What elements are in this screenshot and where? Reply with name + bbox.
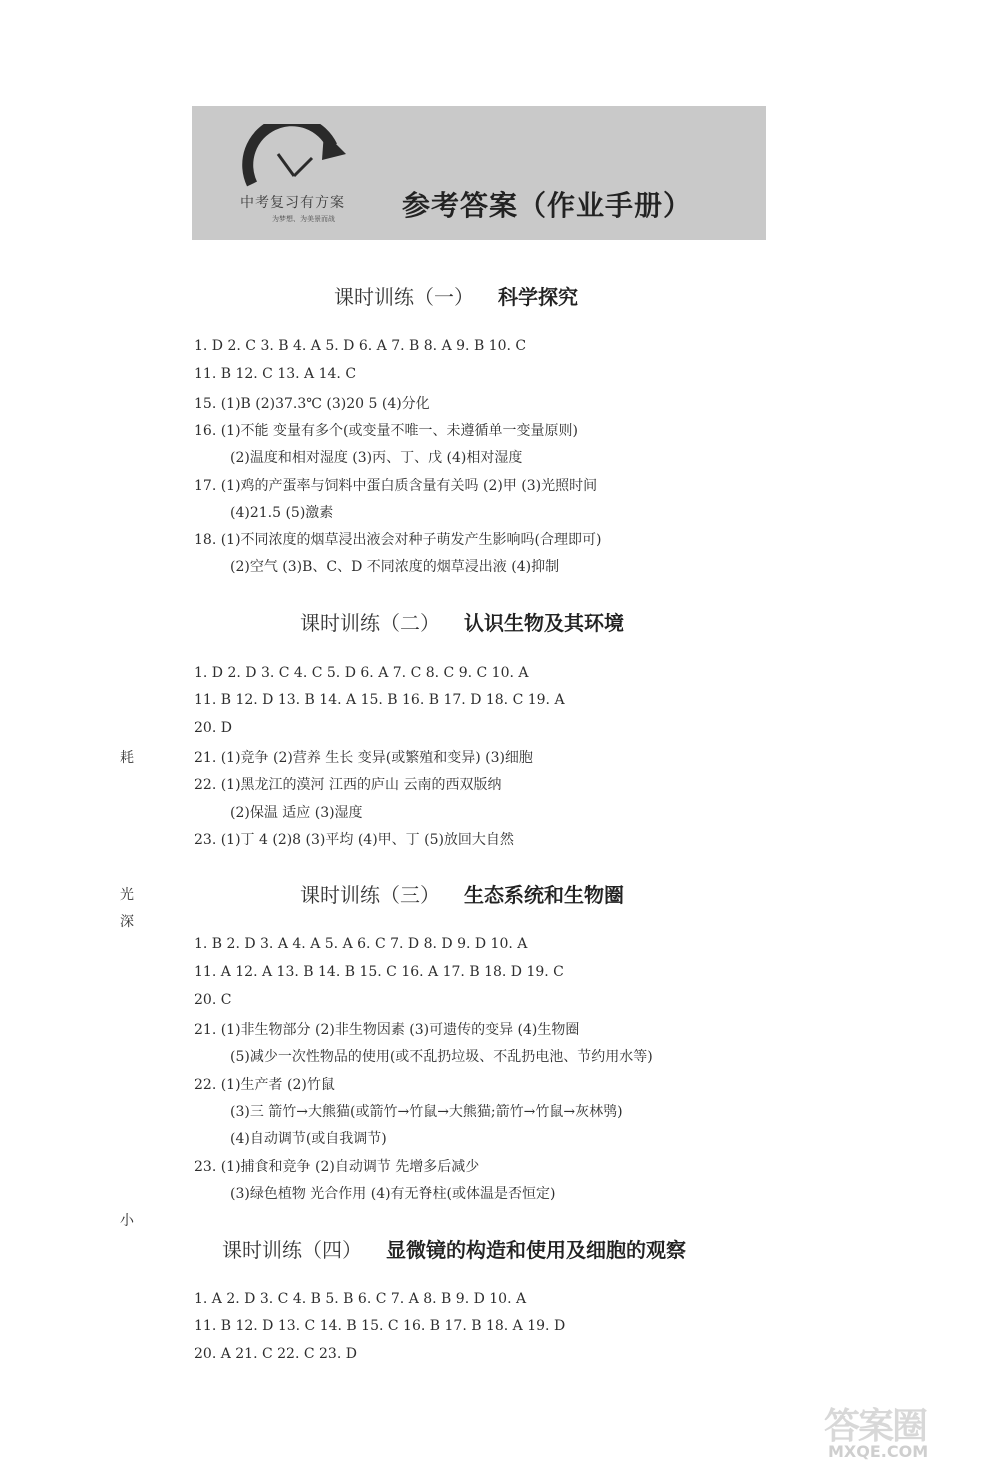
- section-topic: 科学探究: [498, 285, 578, 309]
- answer-line: 11. B 12. D 13. C 14. B 15. C 16. B 17. B 18. A 19. D: [194, 1318, 566, 1334]
- brand-name: 中考复习有方案: [240, 195, 345, 211]
- section-label: 课时训练（二）: [300, 611, 440, 635]
- answer-line: 22. (1)生产者 (2)竹鼠: [194, 1077, 335, 1093]
- answer-line: (3)三 箭竹→大熊猫(或箭竹→竹鼠→大熊猫;箭竹→竹鼠→灰林鸮): [230, 1104, 623, 1120]
- answer-line: 23. (1)丁 4 (2)8 (3)平均 (4)甲、丁 (5)放回大自然: [194, 832, 514, 848]
- answer-line: 11. B 12. C 13. A 14. C: [194, 366, 357, 382]
- section-label: 课时训练（四）: [222, 1238, 362, 1262]
- answer-line: (2)保温 适应 (3)湿度: [230, 805, 363, 821]
- margin-char: 耗: [120, 750, 134, 766]
- margin-char: 深: [120, 914, 134, 930]
- answer-line: 1. A 2. D 3. C 4. B 5. B 6. C 7. A 8. B 9. D 10. A: [194, 1291, 527, 1307]
- margin-char: 光: [120, 887, 134, 903]
- answer-line: 1. D 2. D 3. C 4. C 5. D 6. A 7. C 8. C 9. C 10. A: [194, 665, 529, 681]
- answer-line: 21. (1)竞争 (2)营养 生长 变异(或繁殖和变异) (3)细胞: [194, 750, 533, 766]
- answer-line: 20. D: [194, 720, 232, 736]
- answer-line: 15. (1)B (2)37.3℃ (3)20 5 (4)分化: [194, 396, 430, 412]
- answer-line: 1. D 2. C 3. B 4. A 5. D 6. A 7. B 8. A 9. B 10. C: [194, 338, 527, 354]
- answer-line: 17. (1)鸡的产蛋率与饲料中蛋白质含量有关吗 (2)甲 (3)光照时间: [194, 478, 598, 494]
- answer-line: 20. C: [194, 992, 232, 1008]
- section-label: 课时训练（三）: [300, 883, 440, 907]
- header-banner: [192, 106, 766, 240]
- section-topic: 显微镜的构造和使用及细胞的观察: [386, 1238, 686, 1262]
- watermark-url: MXQE.COM: [828, 1442, 929, 1461]
- watermark-logo: 答案圈: [824, 1406, 927, 1447]
- answer-line: (5)减少一次性物品的使用(或不乱扔垃圾、不乱扔电池、节约用水等): [230, 1049, 653, 1065]
- answer-line: (2)空气 (3)B、C、D 不同浓度的烟草浸出液 (4)抑制: [230, 559, 560, 575]
- section-title-1: [334, 281, 578, 310]
- section-title-3: [300, 879, 624, 908]
- clock-arrow-icon: [242, 124, 352, 192]
- answer-line: 20. A 21. C 22. C 23. D: [194, 1346, 357, 1362]
- answer-line: 16. (1)不能 变量有多个(或变量不唯一、未遵循单一变量原则): [194, 423, 578, 439]
- section-title-4: [222, 1234, 686, 1263]
- page-title: 参考答案（作业手册）: [402, 189, 693, 222]
- answer-line: (2)温度和相对湿度 (3)丙、丁、戊 (4)相对湿度: [230, 450, 523, 466]
- section-label: 课时训练（一）: [334, 285, 474, 309]
- margin-char: 小: [120, 1213, 134, 1229]
- answer-line: (4)自动调节(或自我调节): [230, 1131, 387, 1147]
- answer-line: (4)21.5 (5)激素: [230, 505, 334, 521]
- answer-line: 11. B 12. D 13. B 14. A 15. B 16. B 17. D 18. C 19. A: [194, 692, 565, 708]
- answer-line: 23. (1)捕食和竞争 (2)自动调节 先增多后减少: [194, 1159, 480, 1175]
- answer-line: 18. (1)不同浓度的烟草浸出液会对种子萌发产生影响吗(合理即可): [194, 532, 602, 548]
- section-title-2: [300, 607, 624, 636]
- answer-line: (3)绿色植物 光合作用 (4)有无脊柱(或体温是否恒定): [230, 1186, 556, 1202]
- answer-line: 22. (1)黑龙江的漠河 江西的庐山 云南的西双版纳: [194, 777, 502, 793]
- section-topic: 认识生物及其环境: [464, 611, 624, 635]
- brand-slogan: 为梦想、为美景而战: [272, 215, 335, 223]
- brand-logo: [220, 124, 370, 224]
- answer-line: 11. A 12. A 13. B 14. B 15. C 16. A 17. B 18. D 19. C: [194, 964, 564, 980]
- watermark: [820, 1398, 970, 1468]
- section-topic: 生态系统和生物圈: [464, 883, 624, 907]
- answer-line: 1. B 2. D 3. A 4. A 5. A 6. C 7. D 8. D 9. D 10. A: [194, 936, 528, 952]
- answer-line: 21. (1)非生物部分 (2)非生物因素 (3)可遗传的变异 (4)生物圈: [194, 1022, 580, 1038]
